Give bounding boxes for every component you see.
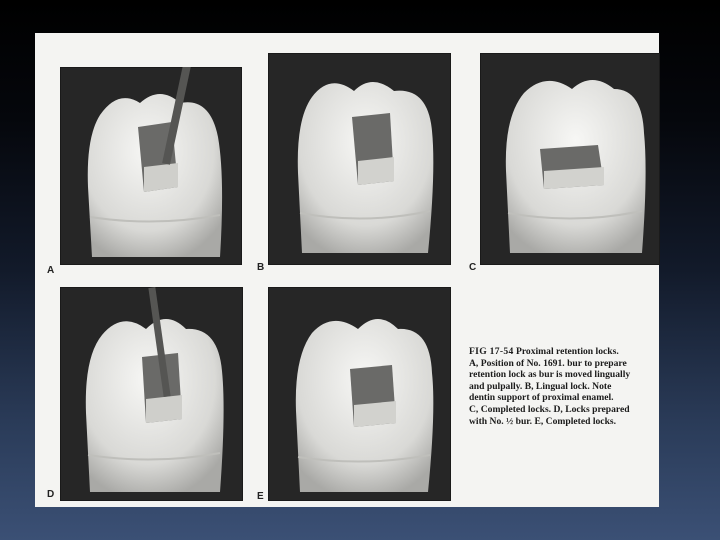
tooth-illustration xyxy=(60,67,242,265)
tooth-illustration xyxy=(268,287,451,501)
figure-page xyxy=(35,33,659,507)
caption-line: and pulpally. B, Lingual lock. Note xyxy=(469,380,612,392)
panel-label-a: A xyxy=(47,265,55,276)
tooth-illustration xyxy=(60,287,243,501)
tooth-illustration xyxy=(268,53,451,265)
panel-label-c: C xyxy=(469,262,477,273)
panel-e-photo xyxy=(268,287,451,501)
panel-c-photo xyxy=(480,53,660,265)
caption-line: retention lock as bur is moved lingually xyxy=(469,369,631,381)
tooth-illustration xyxy=(480,53,660,265)
caption-line: Proximal retention locks. xyxy=(515,346,619,357)
panel-b-photo xyxy=(268,53,451,265)
caption-line: with No. ½ bur. E, Completed locks. xyxy=(469,415,617,427)
figure-number: FIG 17-54 xyxy=(469,346,514,357)
caption-line: dentin support of proximal enamel. xyxy=(469,392,614,404)
panel-d-photo xyxy=(60,287,243,501)
panel-label-e: E xyxy=(257,491,264,502)
panel-label-d: D xyxy=(47,489,55,500)
panel-label-b: B xyxy=(257,262,265,273)
caption-line: A, Position of No. 1691. bur to prepare xyxy=(469,357,627,369)
figure-caption xyxy=(469,346,669,427)
caption-line: C, Completed locks. D, Locks prepared xyxy=(469,403,630,415)
panel-a-photo xyxy=(60,67,242,265)
